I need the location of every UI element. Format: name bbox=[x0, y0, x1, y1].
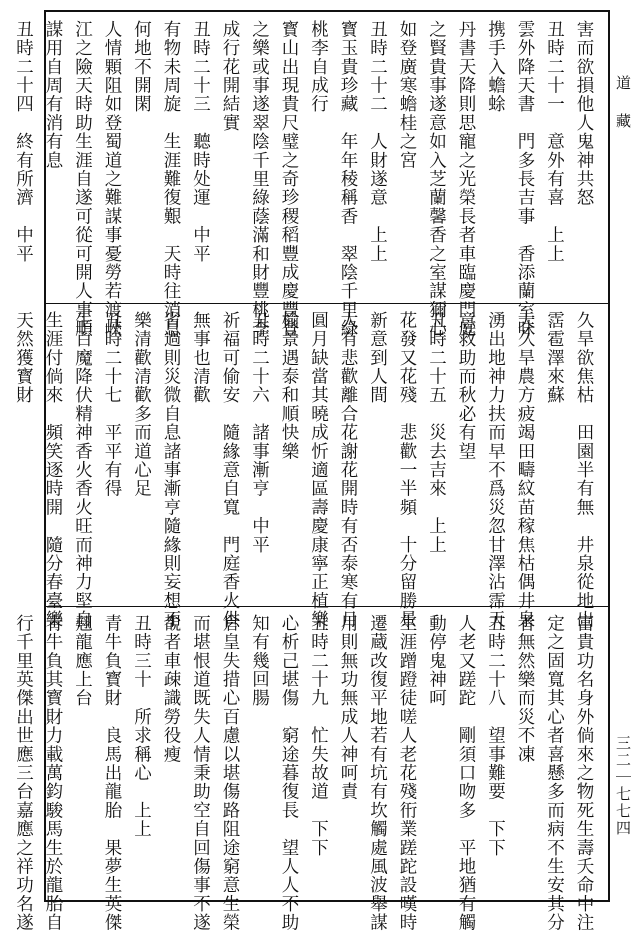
text-column: 湧出地神力扶而早不爲災忽甘澤沾霈天 bbox=[485, 311, 506, 629]
text-column: 丑時二十四 終有所濟 中平 bbox=[13, 20, 34, 264]
text-column: 丹書天降則思寵之光榮長者車臨慶門庭 bbox=[456, 20, 476, 338]
text-column: 桃李自成行 bbox=[308, 20, 329, 114]
text-column: 丑時二十一 意外有喜 上上 bbox=[544, 20, 565, 264]
text-column: 者無然樂而災不凍 bbox=[515, 614, 535, 764]
text-column: 丑時二十七 平平有得 bbox=[102, 311, 122, 498]
text-column: 江之險天時助生涯自遂可從可開人事順 bbox=[72, 20, 93, 338]
text-column: 丑時三十 所求稱心 上上 bbox=[131, 614, 152, 839]
text-column: 無事也清歡 bbox=[190, 311, 211, 405]
text-column: 如登廣寒蟾桂之宮 bbox=[397, 20, 417, 170]
text-column: 行千里英傑出世應三台嘉應之祥功名遂 bbox=[13, 614, 34, 932]
text-column: 寳山出現貴尺璧之奇珍稷稻豐成慶豐登 bbox=[279, 20, 299, 338]
text-column: 寳玉貴珍藏 年年稜稱香 翠陰千里綠 bbox=[338, 20, 358, 338]
text-column: 丑時二十五 災去吉來 上上 bbox=[426, 311, 447, 555]
text-column: 青牛負其寳財力載萬鈞駿馬生於龍胎自 bbox=[43, 614, 63, 932]
text-column: 何地不開閑 bbox=[131, 20, 152, 114]
text-column: 丑時二十八 望事難要 下下 bbox=[485, 614, 506, 858]
text-panel-bottom bbox=[13, 606, 608, 932]
text-column: 定之固寬其心者喜懸多而病不生安其分 bbox=[544, 614, 565, 932]
text-column: 祈福可偷安 隨緣意自寬 門庭香火供 bbox=[220, 311, 240, 629]
text-column: 生涯付倘來 頻笑逐時開 隨分春臺樂 bbox=[43, 311, 63, 629]
page-frame bbox=[13, 10, 610, 932]
text-panel-middle bbox=[13, 303, 608, 629]
text-column: 人情顆阻如登蜀道之難謀事憂勞若渡峽 bbox=[102, 20, 122, 338]
text-column: 覩者車疎識勞役瘦 bbox=[161, 614, 181, 764]
text-column: 天久旱農方疲竭田疇紋苗稼焦枯偶井泉 bbox=[515, 311, 535, 629]
text-column: 遷蔵改復平地若有坑有坎觸處風波舉謀 bbox=[367, 614, 388, 932]
text-column: 成行花開結實 bbox=[220, 20, 240, 133]
text-column: 榆景遇泰和順快樂 bbox=[279, 311, 299, 461]
side-label: 道 藏 bbox=[614, 75, 632, 132]
text-column: 久旱欲焦枯 田園半有無 井泉從地出 bbox=[574, 311, 594, 629]
text-column: 動停鬼神呵 bbox=[426, 614, 447, 708]
text-column: 心析己堪傷 窮途暮復長 望人人不助 bbox=[279, 614, 299, 932]
text-column: 害而欲損他人鬼神共怒 bbox=[574, 20, 594, 207]
text-column: 丑時二十三 聽時处運 中平 bbox=[190, 20, 211, 264]
text-column: 携手入蟾蜍 bbox=[485, 20, 506, 114]
text-column: 丑時二十六 諸事漸亨 中平 bbox=[249, 311, 270, 555]
text-column: 省過則災微自息諸事漸亨隨緣則妄想不 bbox=[161, 311, 181, 629]
page-number: 三二｜七七四 bbox=[614, 735, 632, 837]
text-column: 人老又蹉跎 剛須口吻多 平地猶有觸 bbox=[456, 614, 476, 932]
text-column: 霑雹澤來蘇 bbox=[544, 311, 565, 405]
text-column: 而堪恨道既失人情秉助空自回傷事不遂 bbox=[190, 614, 211, 932]
text-column: 天然獲寳財 bbox=[13, 311, 34, 405]
text-column: 翹龍應上台 bbox=[72, 614, 93, 708]
text-panel-top bbox=[13, 12, 608, 338]
text-column: 之賢貴事遂意如入芝蘭馨香之室謀獮心 bbox=[426, 20, 447, 338]
text-column: 丑時二十二 人財遂意 上上 bbox=[367, 20, 388, 264]
text-column: 丑時二十九 忙失故道 下下 bbox=[308, 614, 329, 858]
text-column: 樂清歡清歡多而道心足 bbox=[131, 311, 152, 498]
text-column: 生百魔降伏精神香火香火旺而神力堅自 bbox=[72, 311, 93, 629]
text-column: 知有幾回腸 bbox=[249, 614, 270, 708]
text-column: 用則無功無成人神呵責 bbox=[338, 614, 358, 801]
text-column: 青牛負寳財 良馬出龍胎 果夢生英傑 bbox=[102, 614, 122, 932]
text-column: 謀用自周有消有息 bbox=[43, 20, 63, 170]
text-column: 花發又花殘 悲歡一半頻 十分留勝景 bbox=[397, 311, 417, 629]
text-column: 人有悲歡離合花謝花開時有否泰寒有月 bbox=[338, 311, 358, 629]
text-column: 有物未周旋 生涯難復艱 天時往消息 bbox=[161, 20, 181, 338]
text-column: 倉皇失措心百慮以堪傷路阻途窮意生榮 bbox=[220, 614, 240, 932]
text-column: 意救助而秋必有望 bbox=[456, 311, 476, 461]
text-column: 之樂或事遂翠陰千里綠蔭滿和財豐桃李 bbox=[249, 20, 270, 338]
text-column: 圓月缺當其曉成忻適區壽慶康寧正植樂 bbox=[308, 311, 329, 629]
text-column: 雲外降天書 門多長吉事 香添蘭室味 bbox=[515, 20, 535, 338]
text-column: 生涯蹭蹬徒嗟人老花殘衎業蹉跎設嘆時 bbox=[397, 614, 417, 932]
text-column: 新意到人間 bbox=[367, 311, 388, 405]
text-column: 富貴功名身外倘來之物死生壽夭命中注 bbox=[574, 614, 594, 932]
